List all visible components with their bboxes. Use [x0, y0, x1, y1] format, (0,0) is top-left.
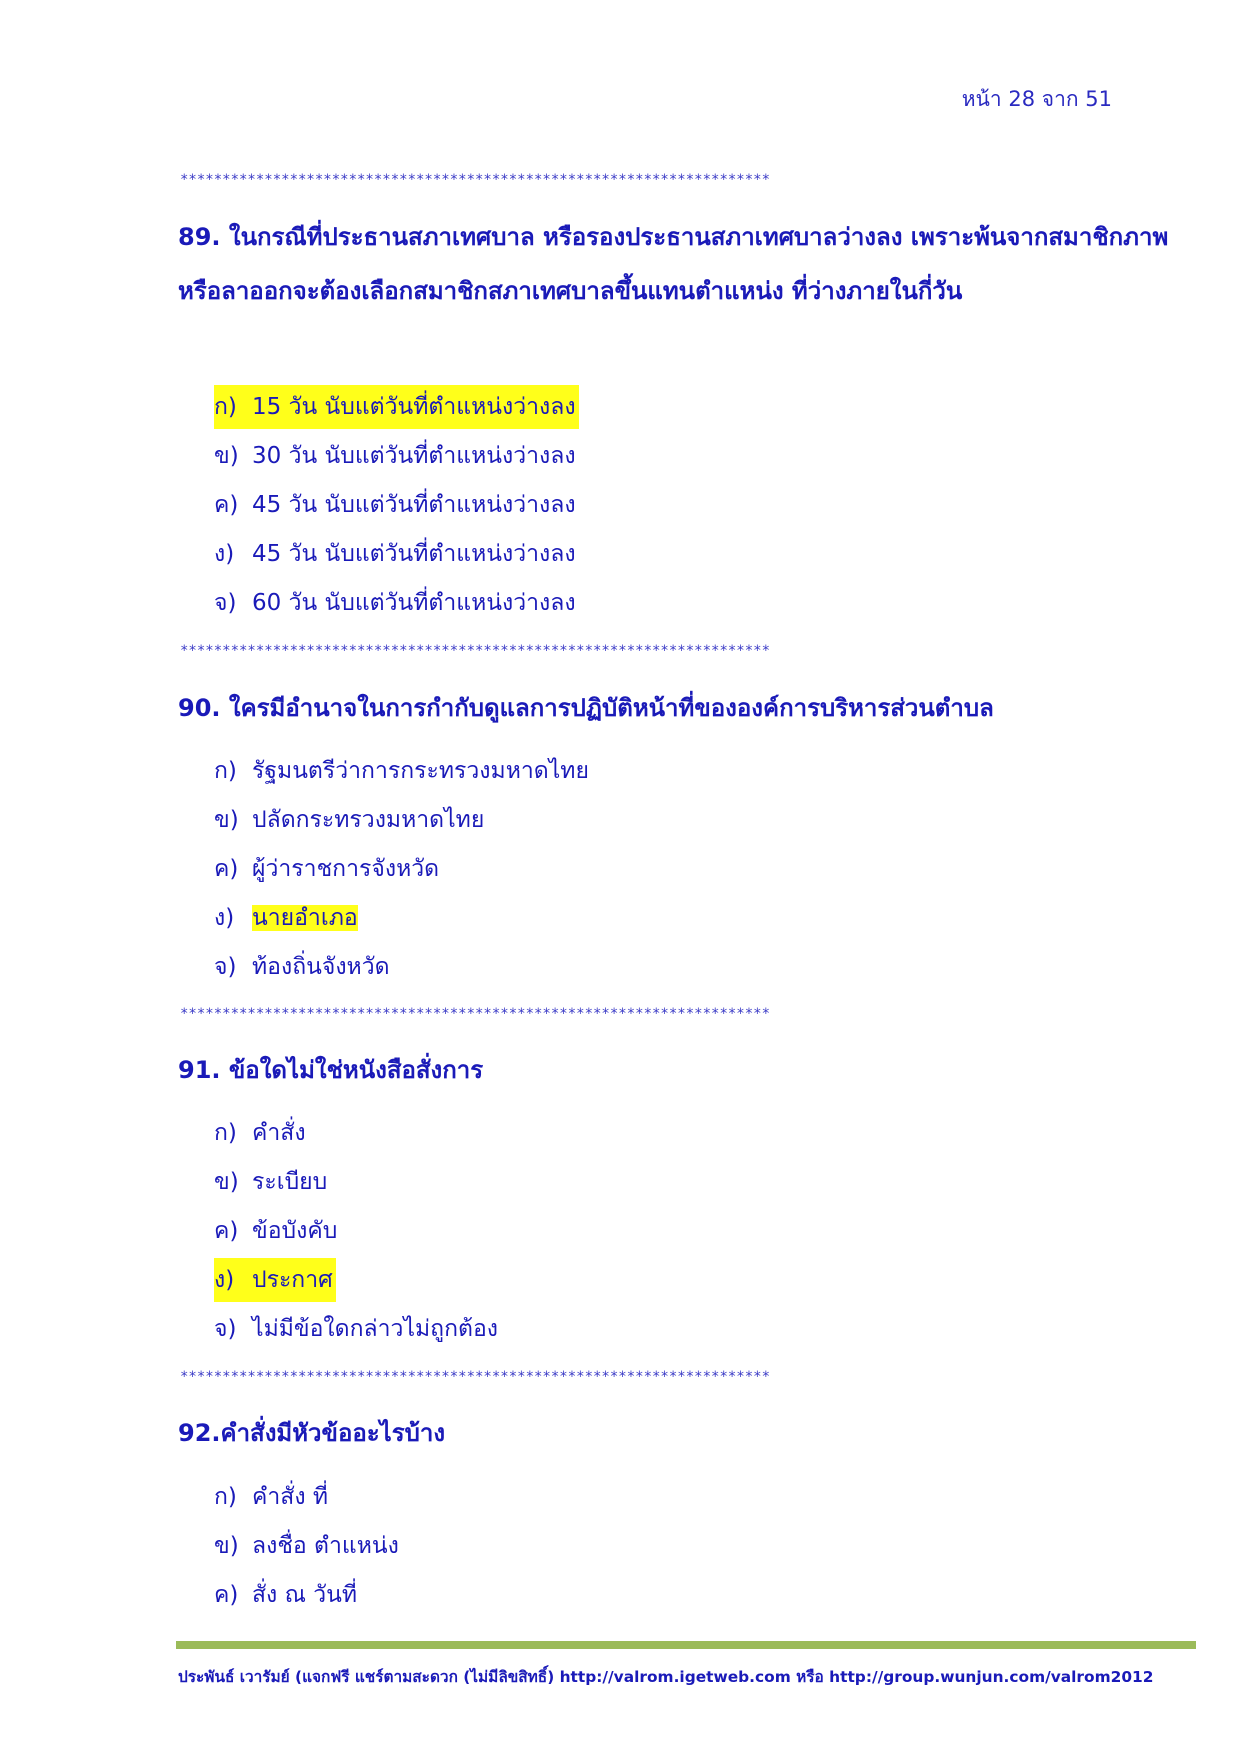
option-letter: ก)	[214, 758, 237, 784]
option-letter: จ)	[214, 590, 237, 616]
option-text: ลงชื่อ ตำแหน่ง	[252, 1533, 399, 1559]
option-text: ประกาศ	[252, 1267, 333, 1293]
option-91-d[interactable]	[214, 1258, 336, 1302]
option-text: คำสั่ง	[252, 1120, 306, 1146]
separator-line: **********************************************************************	[180, 1006, 771, 1022]
option-text: คำสั่ง ที่	[252, 1484, 329, 1510]
option-text: ระเบียบ	[252, 1169, 328, 1195]
option-92-a[interactable]	[214, 1475, 328, 1519]
question-89: 89. ในกรณีที่ประธานสภาเทศบาล หรือรองประธานสภาเทศบาลว่างลง เพราะพ้นจากสมาชิกภาพหรือลาออกจะต้องเลือกสมาชิกสภาเทศบาลขึ้นแทนตำแหน่ง ที่ว่างภายในกี่วัน	[178, 223, 1169, 305]
option-91-b[interactable]	[214, 1160, 327, 1204]
option-90-d[interactable]	[214, 896, 358, 940]
option-90-c[interactable]	[214, 847, 439, 891]
option-92-c[interactable]	[214, 1573, 357, 1617]
page-number: หน้า 28 จาก 51	[961, 87, 1112, 111]
question-90: 90. ใครมีอำนาจในการกำกับดูแลการปฏิบัติหน้าที่ขององค์การบริหารส่วนตำบล	[178, 694, 994, 722]
separator-line: **********************************************************************	[180, 643, 771, 659]
option-text: ผู้ว่าราชการจังหวัด	[252, 856, 440, 882]
option-text: 15 วัน นับแต่วันที่ตำแหน่งว่างลง	[252, 394, 576, 420]
separator-line: **********************************************************************	[180, 1369, 771, 1385]
question-92: 92.คำสั่งมีหัวข้ออะไรบ้าง	[178, 1419, 446, 1447]
option-text: นายอำเภอ	[252, 905, 358, 931]
option-letter: จ)	[214, 954, 237, 980]
option-text: ไม่มีข้อใดกล่าวไม่ถูกต้อง	[252, 1316, 499, 1342]
option-text: ท้องถิ่นจังหวัด	[252, 954, 390, 980]
option-text: 45 วัน นับแต่วันที่ตำแหน่งว่างลง	[252, 541, 576, 567]
option-91-a[interactable]	[214, 1111, 306, 1155]
option-text: ปลัดกระทรวงมหาดไทย	[252, 807, 485, 833]
option-89-b[interactable]	[214, 434, 576, 478]
option-letter: ก)	[214, 1484, 237, 1510]
option-letter: ง)	[214, 905, 235, 931]
option-89-c[interactable]	[214, 483, 576, 527]
option-text: รัฐมนตรีว่าการกระทรวงมหาดไทย	[252, 758, 589, 784]
option-89-d[interactable]	[214, 532, 576, 576]
option-91-e[interactable]	[214, 1307, 498, 1351]
option-letter: ค)	[214, 1218, 239, 1244]
option-letter: ค)	[214, 856, 239, 882]
question-91: 91. ข้อใดไม่ใช่หนังสือสั่งการ	[178, 1056, 484, 1084]
option-92-b[interactable]	[214, 1524, 399, 1568]
option-89-e[interactable]	[214, 581, 576, 625]
option-letter: ข)	[214, 807, 239, 833]
option-letter: ข)	[214, 1169, 239, 1195]
option-letter: ง)	[214, 1267, 235, 1293]
footer-credit: ประพันธ์ เวารัมย์ (แจกฟรี แชร์ตามสะดวก (ไม่มีลิขสิทธิ์) http://valrom.igetweb.com หรือ http://group.wunjun.com/valrom2012	[178, 1668, 1154, 1686]
option-letter: ก)	[214, 1120, 237, 1146]
option-letter: ค)	[214, 1582, 239, 1608]
option-text: สั่ง ณ วันที่	[252, 1582, 358, 1608]
option-text: 45 วัน นับแต่วันที่ตำแหน่งว่างลง	[252, 492, 576, 518]
option-90-a[interactable]	[214, 749, 589, 793]
footer-rule	[176, 1641, 1196, 1649]
option-91-c[interactable]	[214, 1209, 337, 1253]
option-letter: ง)	[214, 541, 235, 567]
option-text: 60 วัน นับแต่วันที่ตำแหน่งว่างลง	[252, 590, 576, 616]
option-letter: ค)	[214, 492, 239, 518]
option-text: 30 วัน นับแต่วันที่ตำแหน่งว่างลง	[252, 443, 576, 469]
option-89-a[interactable]	[214, 385, 579, 429]
option-letter: ก)	[214, 394, 237, 420]
separator-line: **********************************************************************	[180, 172, 771, 188]
option-letter: ข)	[214, 1533, 239, 1559]
option-90-b[interactable]	[214, 798, 484, 842]
option-90-e[interactable]	[214, 945, 390, 989]
option-letter: จ)	[214, 1316, 237, 1342]
option-text: ข้อบังคับ	[252, 1218, 338, 1244]
option-letter: ข)	[214, 443, 239, 469]
